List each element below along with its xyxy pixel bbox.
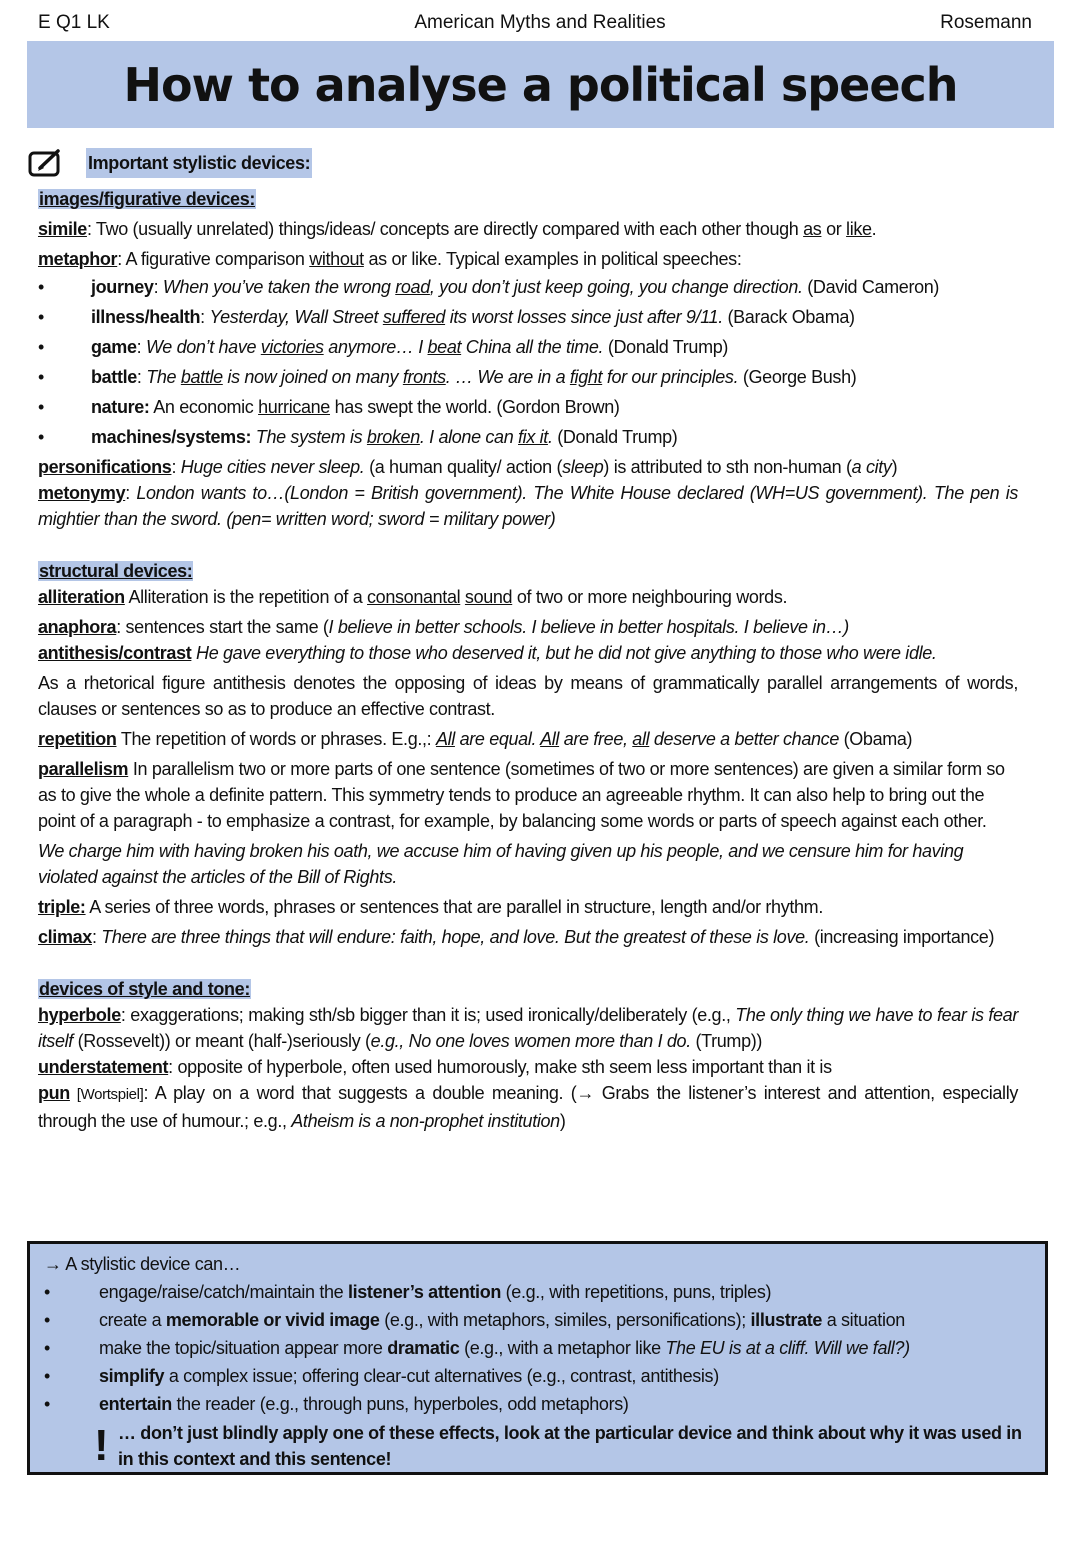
machines-t3: . (547, 427, 553, 447)
nature-t1: An economic (149, 397, 259, 417)
hyperbole-ex2: e.g., No one loves women more than I do. (370, 1031, 691, 1051)
entry-metonymy: metonymy: London wants to…(London = British government). The White House declared (WH=US government). The pen is mightier than the sword. (pen= written word; sword = military power) (38, 483, 1018, 529)
metaphor-text2: as or like. Typical examples in political speeches: (363, 249, 742, 269)
b1-t2: (e.g., with repetitions, puns, triples) (501, 1282, 772, 1302)
alliteration-u1: consonantal (367, 587, 461, 607)
box-bullet-attention (44, 1278, 1031, 1306)
personification-t1: (a human quality/ action ( (364, 457, 563, 477)
b1-b: listener’s attention (347, 1282, 502, 1302)
simile-text: : Two (usually unrelated) things/ideas/ concepts are directly compared with each other though (86, 219, 804, 239)
personification-city: a city (851, 457, 892, 477)
box-bullet-dramatic (44, 1334, 1031, 1362)
important-heading-row (28, 148, 1018, 178)
anaphora-t1: : sentences start the same ( (116, 617, 329, 637)
term-metaphor: metaphor (38, 249, 118, 269)
illness-src: (Barack Obama) (722, 307, 855, 327)
climax-sep: : (91, 927, 102, 947)
term-climax: climax (38, 927, 92, 947)
nature-t2: has swept the world. (Gordon Brown) (329, 397, 620, 417)
metonymy-text: London wants to…(London = British government). The White House declared (WH=US government). The pen is mightier than the sword. (pen= written word; sword = military power) (38, 483, 1018, 529)
antithesis-definition: As a rhetorical figure antithesis denotes the opposing of ideas by means of grammatically parallel arrangements of words, clauses or sentences so as to produce an effective contrast. (38, 673, 1018, 719)
term-hyperbole: hyperbole (38, 1005, 121, 1025)
alliteration-t2: of two or more neighbouring words. (512, 587, 788, 607)
machines-u1: broken (366, 427, 420, 447)
b5-b: entertain (99, 1394, 172, 1414)
term-metonymy: metonymy (38, 483, 126, 503)
b3-t1: make the topic/situation appear more (99, 1338, 388, 1358)
b3-b: dramatic (387, 1338, 460, 1358)
game-u2: beat (427, 337, 462, 357)
entry-metaphor (38, 246, 1018, 272)
machines-t1: The system is (255, 427, 367, 447)
pen-edit-icon (28, 148, 64, 178)
pun-ex: Atheism is a non-prophet institution (291, 1111, 560, 1131)
triple-text: A series of three words, phrases or sentences that are parallel in structure, length and/or rhythm. (85, 897, 823, 917)
pun-t1: : A play on a word that suggests a double meaning. (→ Grabs the listener’s interest and attention, especially through the use of humour.; e.g., (38, 1083, 1018, 1131)
repetition-src: (Obama) (838, 729, 913, 749)
section-images (38, 186, 1018, 212)
anaphora-ex: I believe in better schools. I believe in better hospitals. I believe in…) (328, 617, 849, 637)
metaphor-battle: • battle: The battle is now joined on many fronts. … We are in a fight for our principles. (George Bush) (38, 364, 1018, 390)
b2-b2: illustrate (750, 1310, 823, 1330)
metaphor-journey: • journey: When you’ve taken the wrong road, you don’t just keep going, you change direction. (David Cameron) (38, 274, 1018, 300)
b2-t1: create a (99, 1310, 166, 1330)
personification-t3: ) (891, 457, 898, 477)
term-personification: personifications (38, 457, 172, 477)
b2-t2: (e.g., with metaphors, similes, personifications); (379, 1310, 751, 1330)
illness-t2: its worst losses since just after 9/11. (445, 307, 723, 327)
section-structural-label: structural devices: (39, 561, 193, 581)
machines-u2: fix it (518, 427, 548, 447)
entry-hyperbole (38, 1002, 1018, 1054)
antithesis-ex: He gave everything to those who deserved it, but he did not give anything to those who were idle. (196, 643, 937, 663)
alliteration-u2: sound (464, 587, 513, 607)
term-antithesis: antithesis/contrast (38, 643, 192, 663)
simile-as: as (803, 219, 822, 239)
battle-t4: for our principles. (602, 367, 739, 387)
pun-t2: ) (559, 1111, 566, 1131)
b2-t3: a situation (822, 1310, 905, 1330)
battle-label: battle (91, 367, 137, 387)
repetition-e1: are equal. (454, 729, 541, 749)
illness-label: illness/health (91, 307, 201, 327)
box-warning (44, 1420, 1031, 1472)
pun-tag: [Wortspiel] (69, 1086, 144, 1103)
section-images-label: images/figurative devices: (39, 189, 255, 209)
metaphor-without: without (309, 249, 364, 269)
b5-t1: the reader (e.g., through puns, hyperboles, odd metaphors) (171, 1394, 629, 1414)
game-t1: We don’t have (145, 337, 261, 357)
section-style (38, 976, 1018, 1002)
important-heading: Important stylistic devices: (86, 148, 312, 178)
repetition-e3: deserve a better chance (649, 729, 839, 749)
nature-label: nature: (91, 397, 150, 417)
machines-t2: . I alone can (419, 427, 519, 447)
battle-src: (George Bush) (738, 367, 857, 387)
section-structural (38, 558, 1018, 584)
personification-sleep: sleep (562, 457, 604, 477)
illness-u1: suffered (382, 307, 446, 327)
box-bullet-image (44, 1306, 1031, 1334)
entry-understatement (38, 1054, 1018, 1080)
main-content (38, 148, 1018, 1138)
illness-t1: Yesterday, Wall Street (209, 307, 383, 327)
simile-or: or (821, 219, 847, 239)
journey-t2: , you don’t just keep going, you change direction. (429, 277, 803, 297)
term-simile: simile (38, 219, 87, 239)
repetition-a3: all (632, 729, 650, 749)
metaphor-text1: : A figurative comparison (117, 249, 310, 269)
parallelism-text: In parallelism two or more parts of one sentence (sometimes of two or more sentences) are given a similar form so as to give the whole a definite pattern. This symmetry tends to produce an agreeable rhythm. It can also help to bring out the point of a paragraph - to emphasize a contrast, for example, by balancing some words or parts of speech against each other. (38, 759, 1005, 831)
entry-anaphora (38, 614, 1018, 640)
b3-ex: The EU is at a cliff. Will we fall?) (665, 1338, 910, 1358)
battle-u3: fight (569, 367, 603, 387)
machines-src: (Donald Trump) (552, 427, 678, 447)
section-style-label: devices of style and tone: (39, 979, 250, 999)
box-bullet-entertain (44, 1390, 1031, 1418)
battle-t3: . … We are in a (445, 367, 570, 387)
machines-label: machines/systems: (91, 427, 252, 447)
parallelism-example (38, 838, 1018, 890)
repetition-a1: All (435, 729, 455, 749)
game-t3: China all the time. (461, 337, 604, 357)
page-title: How to analyse a political speech (123, 57, 958, 112)
game-src: (Donald Trump) (603, 337, 729, 357)
box-heading: → A stylistic device can… (44, 1254, 241, 1274)
journey-src: (David Cameron) (802, 277, 940, 297)
exclamation-icon: ! (94, 1421, 109, 1470)
b4-b: simplify (99, 1366, 165, 1386)
battle-u1: battle (180, 367, 223, 387)
repetition-t1: The repetition of words or phrases. E.g.,: (116, 729, 436, 749)
nature-u1: hurricane (258, 397, 330, 417)
metaphor-illness: • illness/health: Yesterday, Wall Street suffered its worst losses since just after 9/11. (Barack Obama) (38, 304, 1018, 330)
parallelism-example-text: We charge him with having broken his oath, we accuse him of having given up his people, and we censure him for having violated against the articles of the Bill of Rights. (38, 841, 964, 887)
box-bullet-simplify (44, 1362, 1031, 1390)
term-anaphora: anaphora (38, 617, 117, 637)
metaphor-nature (38, 394, 1018, 420)
term-alliteration: alliteration (38, 587, 125, 607)
entry-simile (38, 216, 1018, 242)
entry-antithesis (38, 640, 1018, 666)
term-triple: triple: (38, 897, 86, 917)
entry-triple (38, 894, 1018, 920)
journey-t1: When you’ve taken the wrong (162, 277, 396, 297)
title-banner (27, 41, 1054, 128)
alliteration-t1: Alliteration is the repetition of a (124, 587, 368, 607)
term-parallelism: parallelism (38, 759, 129, 779)
hyperbole-t1: : exaggerations; making sth/sb bigger than it is; used ironically/deliberately (e.g., (120, 1005, 736, 1025)
b3-t2: (e.g., with a metaphor like (459, 1338, 666, 1358)
hyperbole-ex1: The only thing we have to fear is fear itself (38, 1005, 1018, 1051)
summary-box (27, 1241, 1048, 1475)
battle-t1: The (146, 367, 181, 387)
b2-b: memorable or vivid image (165, 1310, 380, 1330)
repetition-a2: All (540, 729, 560, 749)
entry-alliteration (38, 584, 1018, 610)
game-u1: victories (260, 337, 324, 357)
entry-parallelism (38, 756, 1018, 834)
climax-ex: There are three things that will endure: faith, hope, and love. But the greatest of these is love. (101, 927, 810, 947)
header-topic: American Myths and Realities (414, 12, 666, 33)
metaphor-game: • game: We don’t have victories anymore… I beat China all the time. (Donald Trump) (38, 334, 1018, 360)
entry-pun (38, 1080, 1018, 1134)
climax-note: (increasing importance) (809, 927, 995, 947)
term-repetition: repetition (38, 729, 117, 749)
game-label: game (91, 337, 137, 357)
journey-label: journey (91, 277, 154, 297)
battle-t2: is now joined on many (222, 367, 403, 387)
term-understatement: understatement (38, 1057, 169, 1077)
b1-t1: engage/raise/catch/maintain the (99, 1282, 348, 1302)
hyperbole-t2: (Rossevelt)) or meant (half-)seriously ( (72, 1031, 371, 1051)
warning-text: … don’t just blindly apply one of these effects, look at the particular device and think about why it was used in in this context and this sentence! (118, 1423, 1022, 1469)
personification-t2: ) is attributed to sth non-human ( (603, 457, 852, 477)
hyperbole-t3: (Trump)) (690, 1031, 763, 1051)
metaphor-machines (38, 424, 1018, 450)
header-course: E Q1 LK (38, 12, 110, 33)
entry-personification: personifications: Huge cities never sleep. (a human quality/ action (sleep) is attributed to sth non-human (a city) (38, 457, 898, 477)
repetition-e2: are free, (559, 729, 633, 749)
journey-u1: road (395, 277, 430, 297)
header-author: Rosemann (940, 12, 1032, 33)
entry-repetition (38, 726, 1018, 752)
b4-t1: a complex issue; offering clear-cut alternatives (e.g., contrast, antithesis) (164, 1366, 719, 1386)
game-t2: anymore… I (323, 337, 428, 357)
battle-u2: fronts (402, 367, 446, 387)
entry-climax (38, 924, 1018, 950)
term-pun: pun (38, 1083, 70, 1103)
simile-end: . (871, 219, 877, 239)
personification-ex: Huge cities never sleep. (180, 457, 365, 477)
simile-like: like (846, 219, 872, 239)
understatement-text: : opposite of hyperbole, often used humorously, make sth seem less important than it is (168, 1057, 832, 1077)
